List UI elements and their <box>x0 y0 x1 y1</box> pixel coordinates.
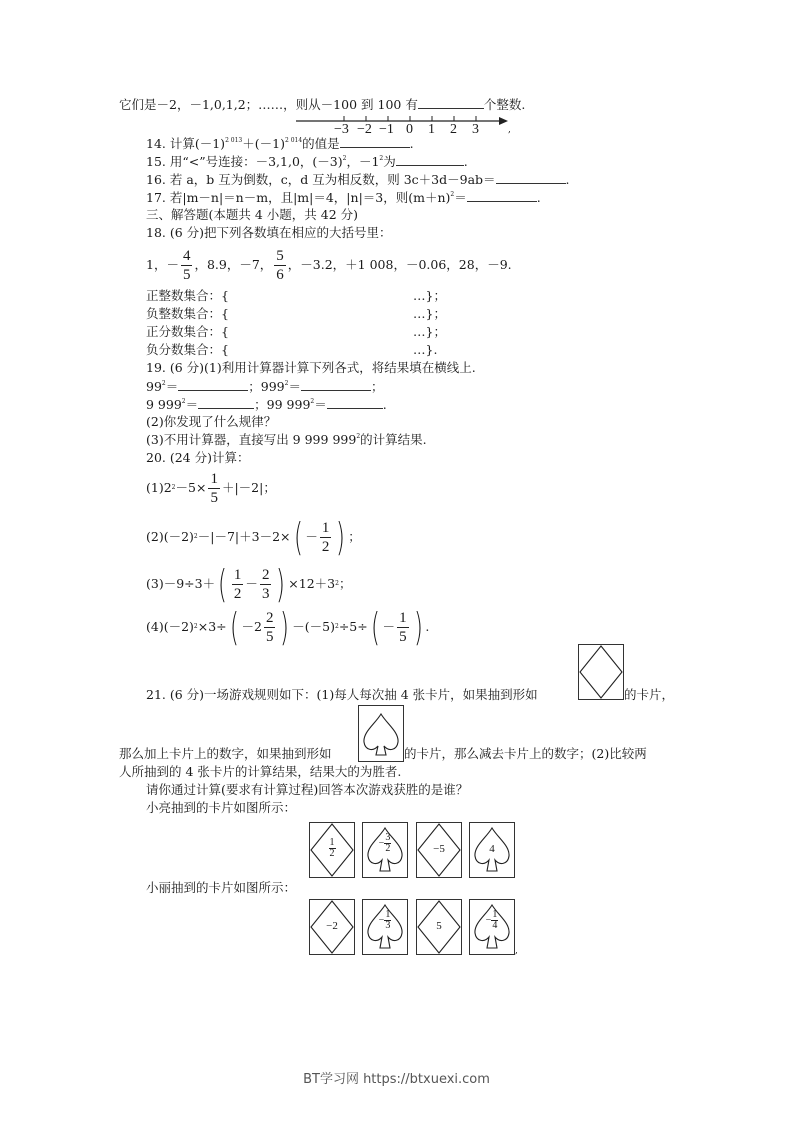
answer-blank-14[interactable] <box>340 135 410 148</box>
right-paren: ) <box>276 562 286 606</box>
period: . <box>565 172 570 187</box>
exponent: 2 014 <box>284 137 303 144</box>
minus-sign: − <box>378 838 385 849</box>
separator: ； <box>248 379 261 394</box>
section-title: 三、解答题(本题共 4 小题，共 42 分) <box>146 207 359 222</box>
left-paren: ( <box>229 605 239 649</box>
denominator: 2 <box>321 538 330 555</box>
answer-blank[interactable] <box>327 396 383 409</box>
expr-part: (3)－9÷3＋ <box>146 576 216 591</box>
q21-line-4: 请你通过计算(要求有计算过程)回答本次游戏获胜的是谁？ <box>146 782 469 797</box>
set-end: …}； <box>413 324 446 339</box>
card-value <box>363 833 407 854</box>
tick-label: −2 <box>357 122 372 137</box>
q14-prefix: 14. 计算(－1) <box>146 136 226 151</box>
q19-row-1 <box>146 378 383 395</box>
expr-part: ； <box>338 576 352 591</box>
q19-part-3 <box>146 432 427 448</box>
denominator: 2 <box>385 843 391 854</box>
numerator: 2 <box>261 566 270 583</box>
denominator: 5 <box>182 266 191 283</box>
answer-blank[interactable] <box>301 378 371 391</box>
answer-blank-16[interactable] <box>496 171 566 184</box>
expr-part: ＋|－2|； <box>221 480 276 495</box>
fraction <box>274 247 286 284</box>
denominator: 3 <box>385 920 391 931</box>
card-value <box>363 910 407 931</box>
q17-prefix: 17. 若|m－n|＝n－m，且|m|＝4，|n|＝3，则(m＋n) <box>146 190 451 205</box>
fraction <box>181 247 193 284</box>
card-spade <box>362 899 408 955</box>
equals: ＝ <box>185 397 199 412</box>
q21-line-2: 那么加上卡片上的数字，如果抽到形如 <box>119 746 332 761</box>
question-18-title: 18. (6 分)把下列各数填在相应的大括号里： <box>146 225 392 240</box>
exponent: 2 013 <box>225 137 243 144</box>
numbers-part: 1，－ <box>146 257 179 272</box>
numerator: 1 <box>492 909 498 920</box>
exponent: 2 <box>379 155 384 162</box>
exponent: 2 <box>181 398 186 405</box>
numerator: 1 <box>210 470 218 487</box>
period: . <box>463 154 468 169</box>
intro-suffix: 个整数. <box>483 97 526 112</box>
q20-part-3: (3)－9÷3＋ ( $\frac{1}{2}$ － $\frac{2}{3}$ ) ×12＋3 2 ； <box>146 562 352 606</box>
right-paren: ) <box>336 515 346 559</box>
card-value <box>310 838 354 859</box>
denominator: 6 <box>276 266 284 283</box>
tick-label: −3 <box>334 122 349 137</box>
equals: ＝ <box>165 379 179 394</box>
tick-label: 2 <box>450 122 457 137</box>
denominator: 5 <box>399 628 407 645</box>
numerator: 5 <box>276 247 284 264</box>
expr-part: －(－5) <box>292 619 335 634</box>
q15-suffix: 为 <box>383 154 396 169</box>
separator: ； <box>254 397 267 412</box>
mixed-whole: －2 <box>241 619 262 634</box>
numbers-part: ，8.9，－7， <box>194 257 273 272</box>
base: 999 <box>260 379 285 394</box>
card-spade <box>469 822 515 878</box>
answer-blank-17[interactable] <box>467 189 537 202</box>
numbers-part: ，－3.2，＋1 008，－0.06，28，－9. <box>287 257 512 272</box>
numerator: 1 <box>233 566 242 583</box>
expr-part: －5× <box>175 480 207 495</box>
spade-card-example <box>358 705 404 762</box>
separator: ； <box>370 379 384 394</box>
expr-part: (4)(－2) <box>146 619 194 634</box>
card-diamond <box>416 822 462 878</box>
left-paren: ( <box>293 515 303 559</box>
q18-number-list <box>146 245 512 285</box>
period: . <box>425 619 430 634</box>
set-row <box>146 324 229 340</box>
equals: ＝ <box>288 379 301 394</box>
footer-watermark: BT学习网 https://btxuexi.com <box>303 1072 490 1087</box>
xiaoli-label: 小丽抽到的卡片如图所示： <box>146 880 297 895</box>
equals: ＝ <box>314 397 327 412</box>
expr-part: ×3÷ <box>197 619 227 634</box>
intro-text: 它们是－2，－1,0,1,2；……，则从－100 到 100 有 <box>119 97 418 112</box>
exponent: 2 <box>450 191 455 198</box>
denominator: 2 <box>233 585 242 602</box>
card-value: −2 <box>326 920 338 932</box>
q15-prefix: 15. 用“<”号连接：－3,1,0，(－3) <box>146 154 343 169</box>
expr-part: ； <box>348 529 361 544</box>
exponent: 2 <box>342 155 347 162</box>
fraction <box>208 470 220 507</box>
numerator: 1 <box>321 519 330 536</box>
spade-icon <box>359 706 403 761</box>
numerator: 1 <box>329 837 335 848</box>
answer-blank[interactable] <box>198 396 254 409</box>
xiaoliang-label: 小亮抽到的卡片如图所示： <box>146 800 297 815</box>
denominator: 4 <box>492 920 498 931</box>
card-value: −5 <box>433 843 445 855</box>
period: . <box>409 136 414 151</box>
period: . <box>382 397 387 412</box>
numerator: 4 <box>182 247 191 264</box>
fraction <box>260 566 272 603</box>
fraction <box>397 609 409 646</box>
set-row <box>146 288 229 304</box>
minus-sign: － <box>245 576 258 591</box>
card-spade <box>469 899 515 955</box>
q20-part-2: (2)(－2) 2 －|－7|＋3－2× ( － $\frac{1}{2}$ ) ； <box>146 515 361 559</box>
q21-line-1: 21. (6 分)一场游戏规则如下：(1)每人每次抽 4 张卡片，如果抽到形如 <box>146 687 538 702</box>
denominator: 5 <box>210 489 218 506</box>
card-value: 5 <box>436 920 442 932</box>
answer-blank-13[interactable] <box>418 96 484 109</box>
answer-blank-15[interactable] <box>396 153 464 166</box>
fraction <box>320 519 332 556</box>
numerator: 1 <box>399 609 407 626</box>
fraction <box>264 609 276 646</box>
tick-label: 0 <box>406 122 413 137</box>
minus-sign: － <box>382 619 396 634</box>
denominator: 3 <box>261 585 270 602</box>
period: . <box>536 190 541 205</box>
trailing-comma: , <box>508 125 511 135</box>
set-label: 负分数集合：{ <box>146 342 229 357</box>
card-value <box>470 910 514 931</box>
q15-mid: ，－1 <box>346 154 380 169</box>
trailing-comma: , <box>515 946 518 956</box>
tick-label: −1 <box>379 122 394 137</box>
expr-part: (2)(－2) <box>146 529 194 544</box>
numerator: 1 <box>385 909 391 920</box>
q19-part-2: (2)你发现了什么规律？ <box>146 414 277 429</box>
q19-row-2 <box>146 396 387 413</box>
question-15 <box>146 153 468 170</box>
question-17 <box>146 189 541 206</box>
q21-line-1-suffix: 的卡片， <box>624 687 675 702</box>
set-end: …}. <box>413 342 438 357</box>
minus-sign: － <box>305 529 318 544</box>
card-spade <box>362 822 408 878</box>
expr-part: －|－7|＋3－2× <box>197 529 291 544</box>
diamond-icon <box>579 645 623 699</box>
expr-part: ×12＋3 <box>288 576 336 591</box>
numerator: 3 <box>385 832 391 843</box>
answer-blank[interactable] <box>178 378 248 391</box>
card-value: 4 <box>489 843 495 855</box>
q20-part-4: (4)(－2) 2 ×3÷ ( －2 $\frac{2}{5}$ ) －(－5) 2 ÷5÷ ( － $\frac{1}{5}$ ) . <box>146 605 430 649</box>
minus-sign: − <box>378 915 385 926</box>
set-row <box>146 342 229 358</box>
q21-line-2-suffix: 的卡片，那么减去卡片上的数字；(2)比较两 <box>404 746 647 761</box>
q17-suffix: ＝ <box>454 190 467 205</box>
question-14 <box>146 135 414 152</box>
base: 99 <box>146 379 162 394</box>
tick-label: 3 <box>472 122 479 137</box>
denominator: 2 <box>329 848 335 859</box>
q19-part3-prefix: (3)不用计算器，直接写出 9 999 999 <box>146 432 357 447</box>
set-end: …}； <box>413 306 446 321</box>
q14-suffix: 的值是 <box>302 136 340 151</box>
q20-part-1: (1)2 2 －5× $\frac{1}{5}$ ＋|－2|； <box>146 470 276 506</box>
tick-label: 1 <box>428 122 435 137</box>
expr-part: (1)2 <box>146 480 172 495</box>
set-end: …}； <box>413 288 446 303</box>
exponent: 2 <box>310 398 315 405</box>
question-20-title: 20. (24 分)计算： <box>146 450 250 465</box>
diamond-card-example <box>578 644 624 700</box>
set-row <box>146 306 229 322</box>
exponent: 2 <box>356 433 361 440</box>
set-label: 正分数集合：{ <box>146 324 229 339</box>
q19-part3-suffix: 的计算结果. <box>360 432 427 447</box>
q21-line-3: 人所抽到的 4 张卡片的计算结果，结果大的为胜者. <box>119 764 402 779</box>
expr-part: ÷5÷ <box>338 619 368 634</box>
card-diamond <box>416 899 462 955</box>
minus-sign: − <box>485 915 492 926</box>
q14-mid: ＋(－1) <box>242 136 285 151</box>
question-19-title: 19. (6 分)(1)利用计算器计算下列各式，将结果填在横线上. <box>146 360 476 375</box>
card-diamond <box>309 822 355 878</box>
exponent: 2 <box>161 380 166 387</box>
right-paren: ) <box>413 605 423 649</box>
denominator: 5 <box>265 628 274 645</box>
exponent: 2 <box>284 380 289 387</box>
numerator: 2 <box>265 609 274 626</box>
question-16 <box>146 171 570 188</box>
right-paren: ) <box>280 605 290 649</box>
q16-text: 16. 若 a，b 互为倒数，c，d 互为相反数，则 3c＋3d－9ab＝ <box>146 172 496 187</box>
left-paren: ( <box>370 605 380 649</box>
set-label: 正整数集合：{ <box>146 288 229 303</box>
intro-line <box>119 96 525 113</box>
left-paren: ( <box>218 562 227 606</box>
base: 9 999 <box>146 397 182 412</box>
fraction <box>232 566 244 603</box>
base: 99 999 <box>266 397 311 412</box>
set-label: 负整数集合：{ <box>146 306 229 321</box>
card-diamond <box>309 899 355 955</box>
